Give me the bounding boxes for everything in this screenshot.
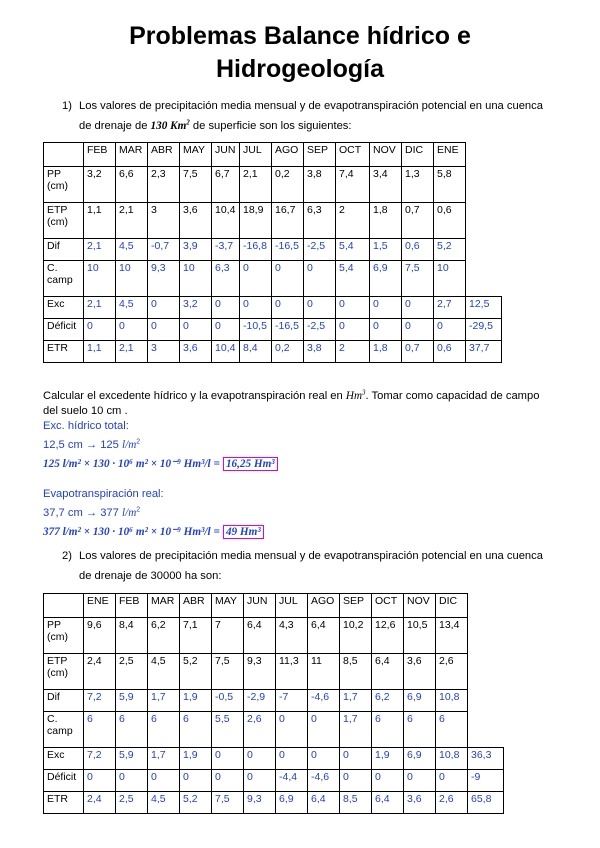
empty-cell: [468, 594, 504, 618]
value-cell: 0: [404, 770, 436, 792]
value-cell: 7,1: [180, 618, 212, 654]
table-row: [44, 770, 504, 792]
value-cell: 7: [212, 618, 244, 654]
value-cell: 7,2: [84, 690, 116, 712]
row-label: ETP (cm): [44, 654, 84, 690]
value-cell: 0: [180, 319, 212, 341]
value-cell: -4,6: [308, 690, 340, 712]
value-cell: 5,5: [212, 712, 244, 748]
value-cell: 7,5: [212, 654, 244, 690]
value-cell: -2,5: [304, 239, 336, 261]
value-cell: 0: [148, 319, 180, 341]
problem-1-statement: [62, 96, 582, 136]
row-label: Dif: [44, 690, 84, 712]
etr-formula: 377 l/m² × 130 · 10⁶ m² × 10⁻⁹ Hm³/l = 49 Hm³: [43, 524, 264, 540]
value-cell: -0,5: [212, 690, 244, 712]
problem-1-number: 1): [62, 100, 72, 112]
value-cell: 5,4: [336, 261, 370, 297]
value-cell: 6,9: [404, 690, 436, 712]
etr-conversion: 37,7 cm → 377 $l/m^2$: [43, 506, 141, 519]
month-header: MAR: [116, 143, 148, 167]
title-line-1: Problemas Balance hídrico e: [129, 22, 471, 50]
month-header: JUN: [212, 143, 240, 167]
value-cell: 6,4: [372, 792, 404, 814]
total-cell: 65,8: [468, 792, 504, 814]
table-row: [44, 319, 502, 341]
row-label: ETR: [44, 792, 84, 814]
value-cell: 1,1: [84, 203, 116, 239]
value-cell: 5,9: [116, 748, 148, 770]
value-cell: 5,4: [336, 239, 370, 261]
value-cell: 0: [308, 712, 340, 748]
table-row: [44, 167, 502, 203]
value-cell: 2: [336, 341, 370, 363]
value-cell: -16,5: [272, 319, 304, 341]
value-cell: 0: [340, 770, 372, 792]
value-cell: 6,2: [148, 618, 180, 654]
value-cell: 6: [436, 712, 468, 748]
value-cell: 3,6: [404, 792, 436, 814]
month-header: JUL: [276, 594, 308, 618]
table-problem-2: [43, 593, 504, 814]
value-cell: 6,9: [404, 748, 436, 770]
value-cell: 1,5: [370, 239, 402, 261]
value-cell: 0: [276, 748, 308, 770]
month-header: AGO: [272, 143, 304, 167]
value-cell: 8,4: [240, 341, 272, 363]
value-cell: 1,3: [402, 167, 434, 203]
value-cell: 5,2: [180, 792, 212, 814]
value-cell: 2,6: [244, 712, 276, 748]
value-cell: 0: [336, 319, 370, 341]
month-header: NOV: [404, 594, 436, 618]
calc-statement-line-2: del suelo 10 cm .: [43, 405, 128, 417]
empty-cell: [468, 690, 504, 712]
value-cell: 10: [116, 261, 148, 297]
value-cell: 0,6: [402, 239, 434, 261]
value-cell: 0: [244, 748, 276, 770]
value-cell: 0: [336, 297, 370, 319]
value-cell: 10,4: [212, 203, 240, 239]
month-header: SEP: [304, 143, 336, 167]
value-cell: 0: [116, 319, 148, 341]
value-cell: 16,7: [272, 203, 304, 239]
problem-1-line-2: [79, 116, 582, 136]
row-label: ETP (cm): [44, 203, 84, 239]
empty-cell: [466, 261, 502, 297]
month-header: DIC: [436, 594, 468, 618]
table-row: [44, 203, 502, 239]
value-cell: 0,2: [272, 167, 304, 203]
value-cell: 2,5: [116, 654, 148, 690]
value-cell: 5,2: [434, 239, 466, 261]
value-cell: -7: [276, 690, 308, 712]
value-cell: 2,5: [116, 792, 148, 814]
value-cell: 6: [148, 712, 180, 748]
row-label: Dif: [44, 239, 84, 261]
value-cell: 2,7: [434, 297, 466, 319]
value-cell: 0: [372, 770, 404, 792]
calc-statement-line-1: Calcular el excedente hídrico y la evapotranspiración real en Hm$^3$. Tomar como capacidad de campo: [43, 388, 540, 402]
value-cell: 4,5: [148, 792, 180, 814]
value-cell: 6,3: [304, 203, 336, 239]
value-cell: 1,9: [372, 748, 404, 770]
value-cell: 5,8: [434, 167, 466, 203]
value-cell: 6,4: [308, 618, 340, 654]
value-cell: 0: [304, 261, 336, 297]
empty-cell: [468, 654, 504, 690]
table-row: [44, 239, 502, 261]
value-cell: 8,5: [340, 792, 372, 814]
month-header: NOV: [370, 143, 402, 167]
value-cell: 1,9: [180, 748, 212, 770]
value-cell: 10: [434, 261, 466, 297]
value-cell: 2,4: [84, 654, 116, 690]
value-cell: 6: [404, 712, 436, 748]
month-header: JUL: [240, 143, 272, 167]
etr-title: Evapotranspiración real:: [43, 488, 164, 500]
value-cell: 2,1: [116, 203, 148, 239]
value-cell: 2,3: [148, 167, 180, 203]
month-header: MAR: [148, 594, 180, 618]
table-row: [44, 618, 504, 654]
value-cell: 10,2: [340, 618, 372, 654]
value-cell: 3,8: [304, 167, 336, 203]
value-cell: 4,5: [148, 654, 180, 690]
header-corner: [44, 594, 84, 618]
month-header: ABR: [180, 594, 212, 618]
value-cell: 0,6: [434, 203, 466, 239]
total-cell: 36,3: [468, 748, 504, 770]
problem-1-line-1: Los valores de precipitación media mensual y de evapotranspiración potencial en una cuenca: [79, 100, 543, 112]
table-problem-1: [43, 142, 502, 363]
problem-2-line-1: Los valores de precipitación media mensual y de evapotranspiración potencial en una cuenca: [79, 550, 543, 562]
month-header: AGO: [308, 594, 340, 618]
etr-result-box: 49 Hm³: [223, 525, 264, 539]
table-row: [44, 341, 502, 363]
problem-2-number: 2): [62, 550, 72, 562]
empty-cell: [466, 203, 502, 239]
value-cell: 0: [180, 770, 212, 792]
row-label: Exc: [44, 748, 84, 770]
table-row: [44, 748, 504, 770]
area-value: 130 Km$^2$: [150, 118, 190, 132]
value-cell: 1,7: [148, 748, 180, 770]
value-cell: 0,2: [272, 341, 304, 363]
value-cell: 6,2: [372, 690, 404, 712]
value-cell: -16,8: [240, 239, 272, 261]
value-cell: 6: [180, 712, 212, 748]
empty-cell: [466, 167, 502, 203]
value-cell: 0: [272, 297, 304, 319]
value-cell: 6,4: [372, 654, 404, 690]
value-cell: 2,6: [436, 654, 468, 690]
value-cell: 2,4: [84, 792, 116, 814]
table-row: [44, 690, 504, 712]
value-cell: 0: [402, 297, 434, 319]
value-cell: 0: [308, 748, 340, 770]
value-cell: 7,5: [212, 792, 244, 814]
value-cell: 6,9: [370, 261, 402, 297]
value-cell: 10,4: [212, 341, 240, 363]
value-cell: 0: [240, 261, 272, 297]
value-cell: 2,1: [240, 167, 272, 203]
value-cell: 6,6: [116, 167, 148, 203]
table-row: [44, 792, 504, 814]
value-cell: 0: [212, 770, 244, 792]
value-cell: 6,4: [308, 792, 340, 814]
value-cell: 3: [148, 341, 180, 363]
value-cell: 3,4: [370, 167, 402, 203]
row-label: ETR: [44, 341, 84, 363]
value-cell: 9,3: [244, 654, 276, 690]
month-header: OCT: [336, 143, 370, 167]
value-cell: 2: [336, 203, 370, 239]
exc-conversion: 12,5 cm → 125 $l/m^2$: [43, 438, 141, 451]
title-line-2: Hidrogeología: [215, 55, 385, 83]
row-label: PP (cm): [44, 167, 84, 203]
row-label: Exc: [44, 297, 84, 319]
value-cell: 10: [84, 261, 116, 297]
value-cell: 2,6: [436, 792, 468, 814]
value-cell: -3,7: [212, 239, 240, 261]
value-cell: 1,7: [340, 690, 372, 712]
value-cell: 6,3: [212, 261, 240, 297]
value-cell: 3,2: [84, 167, 116, 203]
value-cell: 3,6: [404, 654, 436, 690]
value-cell: 1,7: [148, 690, 180, 712]
month-header: ENE: [434, 143, 466, 167]
value-cell: -2,5: [304, 319, 336, 341]
value-cell: 0: [276, 712, 308, 748]
total-cell: 12,5: [466, 297, 502, 319]
table-row: [44, 261, 502, 297]
value-cell: 3: [148, 203, 180, 239]
value-cell: 10,5: [404, 618, 436, 654]
value-cell: 1,1: [84, 341, 116, 363]
value-cell: 7,5: [180, 167, 212, 203]
header-corner: [44, 143, 84, 167]
row-label: C. camp: [44, 261, 84, 297]
month-header: MAY: [180, 143, 212, 167]
month-header: SEP: [340, 594, 372, 618]
value-cell: 1,8: [370, 341, 402, 363]
value-cell: -0,7: [148, 239, 180, 261]
total-cell: -9: [468, 770, 504, 792]
page-title: [0, 20, 600, 86]
value-cell: 9,6: [84, 618, 116, 654]
value-cell: -4,4: [276, 770, 308, 792]
value-cell: 2,1: [116, 341, 148, 363]
table-row: [44, 712, 504, 748]
value-cell: 4,5: [116, 239, 148, 261]
problem-1-line-2-post: de superficie son los siguientes:: [192, 120, 352, 132]
value-cell: 7,5: [402, 261, 434, 297]
row-label: C. camp: [44, 712, 84, 748]
value-cell: 2,1: [84, 297, 116, 319]
value-cell: 3,2: [180, 297, 212, 319]
value-cell: 4,3: [276, 618, 308, 654]
value-cell: 0: [402, 319, 434, 341]
month-header: FEB: [116, 594, 148, 618]
problem-2-line-2: de drenaje de 30000 ha son:: [79, 570, 222, 582]
value-cell: 10: [180, 261, 212, 297]
value-cell: 1,9: [180, 690, 212, 712]
row-label: PP (cm): [44, 618, 84, 654]
value-cell: 0: [436, 770, 468, 792]
value-cell: 1,7: [340, 712, 372, 748]
value-cell: -10,5: [240, 319, 272, 341]
table-row: [44, 297, 502, 319]
value-cell: 0: [304, 297, 336, 319]
month-header: JUN: [244, 594, 276, 618]
value-cell: 6: [372, 712, 404, 748]
month-header: MAY: [212, 594, 244, 618]
value-cell: 5,9: [116, 690, 148, 712]
value-cell: 0: [370, 297, 402, 319]
value-cell: 1,8: [370, 203, 402, 239]
value-cell: 6,4: [244, 618, 276, 654]
value-cell: -16,5: [272, 239, 304, 261]
value-cell: 3,9: [180, 239, 212, 261]
table-row: [44, 654, 504, 690]
exc-title: Exc. hídrico total:: [43, 420, 129, 432]
value-cell: 10,8: [436, 748, 468, 770]
value-cell: 7,4: [336, 167, 370, 203]
row-label: Déficit: [44, 770, 84, 792]
value-cell: 6,7: [212, 167, 240, 203]
value-cell: 9,3: [244, 792, 276, 814]
value-cell: 13,4: [436, 618, 468, 654]
value-cell: 8,4: [116, 618, 148, 654]
value-cell: 11,3: [276, 654, 308, 690]
value-cell: 0: [212, 319, 240, 341]
month-header: OCT: [372, 594, 404, 618]
value-cell: 18,9: [240, 203, 272, 239]
empty-cell: [466, 239, 502, 261]
value-cell: 0,6: [434, 341, 466, 363]
value-cell: 0: [84, 319, 116, 341]
value-cell: 0: [116, 770, 148, 792]
value-cell: 0: [212, 297, 240, 319]
total-cell: -29,5: [466, 319, 502, 341]
value-cell: 5,2: [180, 654, 212, 690]
value-cell: 12,6: [372, 618, 404, 654]
value-cell: 10,8: [436, 690, 468, 712]
value-cell: 0: [148, 770, 180, 792]
problem-1-line-2-pre: de drenaje de: [79, 120, 148, 132]
value-cell: 0: [340, 748, 372, 770]
empty-cell: [468, 712, 504, 748]
value-cell: 7,2: [84, 748, 116, 770]
empty-cell: [468, 618, 504, 654]
exc-result-box: 16,25 Hm³: [223, 457, 278, 471]
value-cell: -4,6: [308, 770, 340, 792]
value-cell: 3,8: [304, 341, 336, 363]
value-cell: 0: [434, 319, 466, 341]
problem-2-statement: [62, 546, 582, 586]
total-cell: 37,7: [466, 341, 502, 363]
value-cell: 9,3: [148, 261, 180, 297]
row-label: Déficit: [44, 319, 84, 341]
value-cell: 0: [244, 770, 276, 792]
value-cell: 6,9: [276, 792, 308, 814]
value-cell: 3,6: [180, 341, 212, 363]
exc-formula: 125 l/m² × 130 · 10⁶ m² × 10⁻⁹ Hm³/l = 16,25 Hm³: [43, 456, 278, 472]
value-cell: 2,1: [84, 239, 116, 261]
empty-cell: [466, 143, 502, 167]
month-header: ENE: [84, 594, 116, 618]
value-cell: 0,7: [402, 203, 434, 239]
value-cell: -2,9: [244, 690, 276, 712]
value-cell: 0: [272, 261, 304, 297]
month-header: ABR: [148, 143, 180, 167]
value-cell: 0: [370, 319, 402, 341]
value-cell: 11: [308, 654, 340, 690]
value-cell: 0: [240, 297, 272, 319]
value-cell: 6: [116, 712, 148, 748]
value-cell: 0: [148, 297, 180, 319]
month-header: FEB: [84, 143, 116, 167]
month-header: DIC: [402, 143, 434, 167]
value-cell: 0,7: [402, 341, 434, 363]
value-cell: 0: [212, 748, 244, 770]
value-cell: 4,5: [116, 297, 148, 319]
value-cell: 8,5: [340, 654, 372, 690]
value-cell: 6: [84, 712, 116, 748]
value-cell: 3,6: [180, 203, 212, 239]
value-cell: 0: [84, 770, 116, 792]
